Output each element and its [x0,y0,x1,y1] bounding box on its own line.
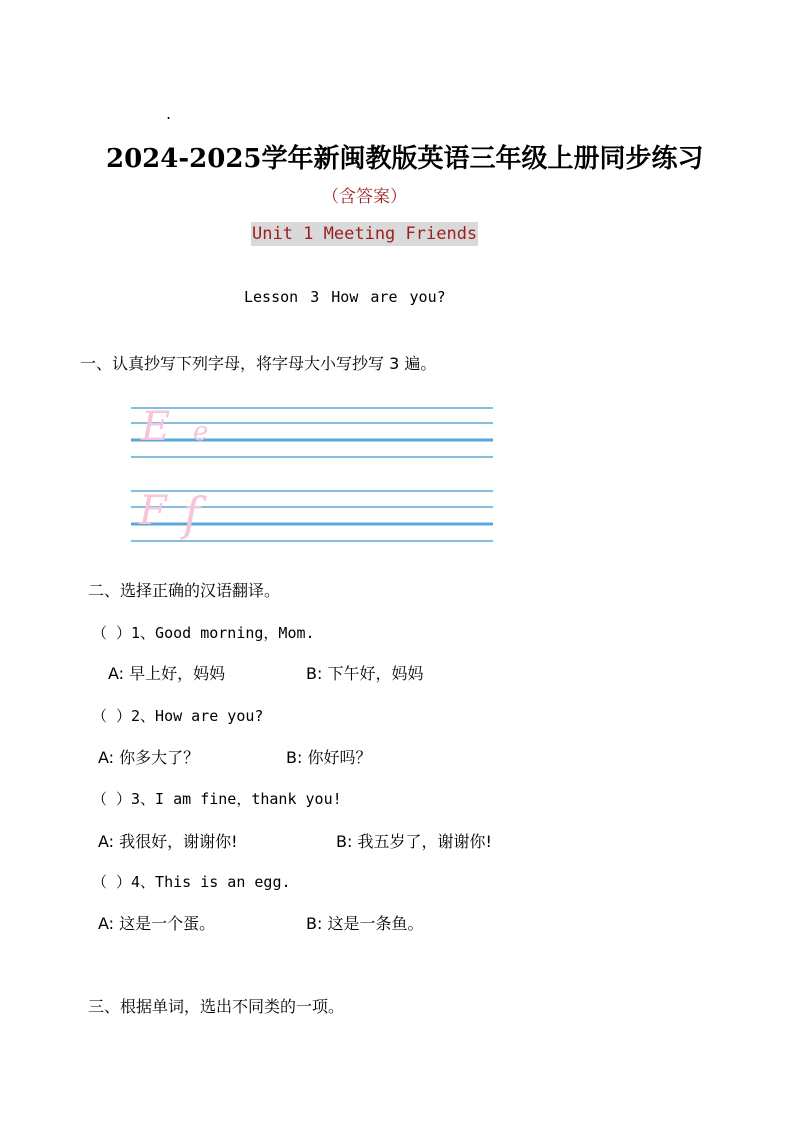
question-2-option-b: B: 你好吗？ [286,748,372,767]
question-4-stem: （ ）4、This is an egg. [92,873,291,891]
letter-lower-e: e [193,417,209,447]
question-4-option-a: A: 这是一个蛋。 [98,914,216,933]
section1-heading: 一、认真抄写下列字母，将字母大小写抄写 3 遍。 [80,354,437,373]
stray-dot: . [166,104,172,123]
document-title: 2024-2025学年新闽教版英语三年级上册同步练习 [106,144,704,174]
section3-heading: 三、根据单词，选出不同类的一项。 [88,997,345,1016]
question-1-option-b: B: 下午好，妈妈 [306,664,424,683]
question-1-option-a: A: 早上好，妈妈 [108,664,226,683]
question-2-option-a: A: 你多大了？ [98,748,200,767]
document-subtitle: （含答案） [322,187,407,207]
writing-row-2 [131,487,493,541]
letter-upper-e: E [141,404,171,450]
lesson-heading: Lesson 3 How are you? [244,288,446,306]
question-3-stem: （ ）3、I am fine，thank you! [92,790,342,808]
letter-upper-f: F [139,488,167,534]
handwriting-practice-lines [131,398,493,548]
letter-lower-f: f [183,487,201,541]
question-2-stem: （ ）2、How are you? [92,707,264,725]
section2-heading: 二、选择正确的汉语翻译。 [88,581,281,600]
question-3-option-a: A: 我很好，谢谢你! [98,832,238,851]
question-1-stem: （ ）1、Good morning，Mom. [92,624,315,642]
unit-heading: Unit 1 Meeting Friends [252,224,478,244]
writing-row-1 [131,404,493,457]
question-4-option-b: B: 这是一条鱼。 [306,914,424,933]
question-3-option-b: B: 我五岁了，谢谢你! [336,832,492,851]
